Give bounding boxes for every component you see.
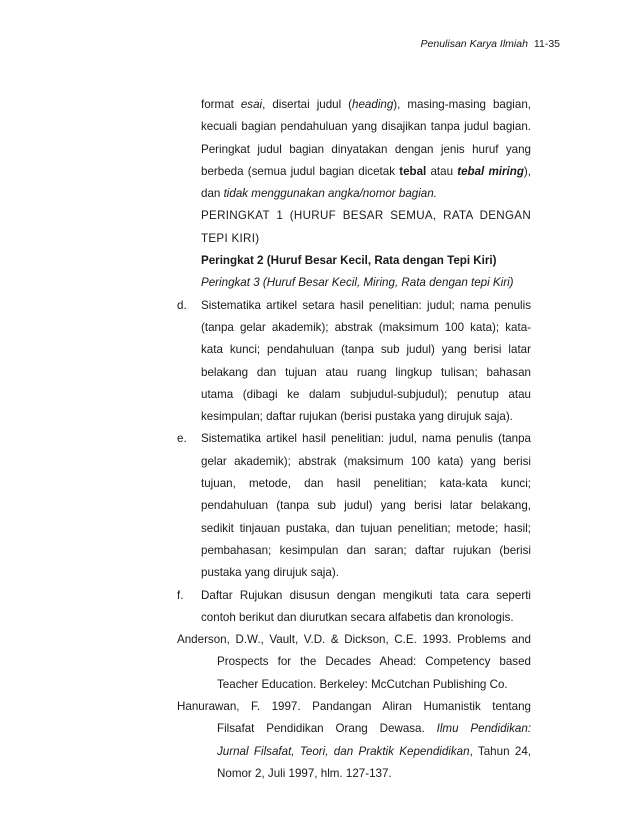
heading-level-1-example-cont: TEPI KIRI) xyxy=(201,231,260,245)
reference-line: Jurnal Filsafat, Teori, dan Praktik Kependidikan, Tahun 24, xyxy=(217,744,531,758)
list-item-line: sedikit tinjauan pustaka, dan tujuan penelitian; metode; hasil; xyxy=(201,521,531,535)
page-number: 11-35 xyxy=(533,38,560,50)
heading-level-3-example: Peringkat 3 (Huruf Besar Kecil, Miring, Rata dengan tepi Kiri) xyxy=(201,276,514,290)
list-item-line: contoh berikut dan diurutkan secara alfabetis dan kronologis. xyxy=(201,610,514,624)
body-line: format esai, disertai judul (heading), masing-masing bagian, xyxy=(201,98,531,111)
reference-line: Filsafat Pendidikan Orang Dewasa. Ilmu Pendidikan: xyxy=(217,722,531,736)
list-label: d. xyxy=(177,298,187,312)
body-line: kecuali bagian pendahuluan yang disajikan tanpa judul bagian. xyxy=(201,120,531,134)
list-label: f. xyxy=(177,588,184,602)
body-line: dan tidak menggunakan angka/nomor bagian. xyxy=(201,187,437,201)
heading-level-2-example: Peringkat 2 (Huruf Besar Kecil, Rata dengan Tepi Kiri) xyxy=(201,254,497,268)
list-item-line: kata kunci; pendahuluan (tanpa sub judul) yang berisi latar xyxy=(201,343,531,357)
list-item-f: f. Daftar Rujukan disusun dengan mengikuti tata cara seperti xyxy=(177,585,531,607)
body-line: Peringkat judul bagian dinyatakan dengan jenis huruf yang xyxy=(201,142,531,156)
running-header xyxy=(421,38,560,50)
list-item-e: e. Sistematika artikel hasil penelitian: judul, nama penulis (tanpa xyxy=(177,428,531,450)
list-item-line: pustaka yang dirujuk saja). xyxy=(201,566,339,580)
list-item-line: kesimpulan; daftar rujukan (berisi pustaka yang dirujuk saja). xyxy=(201,410,513,424)
reference-entry: Anderson, D.W., Vault, V.D. & Dickson, C.E. 1993. Problems and xyxy=(177,633,531,647)
list-item-line: tujuan, metode, dan hasil penelitian; kata-kata kunci; xyxy=(201,477,531,491)
list-item-line: belakang dan tujuan atau ruang lingkup tulisan; bahasan xyxy=(201,365,531,379)
list-item-line: (tanpa gelar akademik); abstrak (maksimum 100 kata); kata- xyxy=(201,320,531,334)
list-item-line: pembahasan; kesimpulan dan saran; daftar rujukan (berisi xyxy=(201,543,531,557)
heading-level-1-example: PERINGKAT 1 (HURUF BESAR SEMUA, RATA DENGAN xyxy=(201,209,531,223)
list-item-line: pendahuluan (tanpa sub judul) yang berisi latar belakang, xyxy=(201,499,531,513)
header-title: Penulisan Karya Ilmiah xyxy=(420,38,528,50)
reference-line: Prospects for the Decades Ahead: Competency based xyxy=(217,655,531,669)
body-line: berbeda (semua judul bagian dicetak tebal atau tebal miring), xyxy=(201,164,531,178)
reference-line: Teacher Education. Berkeley: McCutchan Publishing Co. xyxy=(217,677,508,691)
list-item-line: gelar akademik); abstrak (maksimum 100 kata) yang berisi xyxy=(201,454,531,468)
reference-line: Nomor 2, Juli 1997, hlm. 127-137. xyxy=(217,766,392,780)
list-item-d: d. Sistematika artikel setara hasil penelitian: judul; nama penulis xyxy=(177,295,531,317)
list-item-line: utama (dibagi ke dalam subjudul-subjudul); penutup atau xyxy=(201,387,531,401)
page-content xyxy=(177,94,531,785)
reference-entry: Hanurawan, F. 1997. Pandangan Aliran Humanistik tentang xyxy=(177,700,531,714)
list-label: e. xyxy=(177,432,187,446)
